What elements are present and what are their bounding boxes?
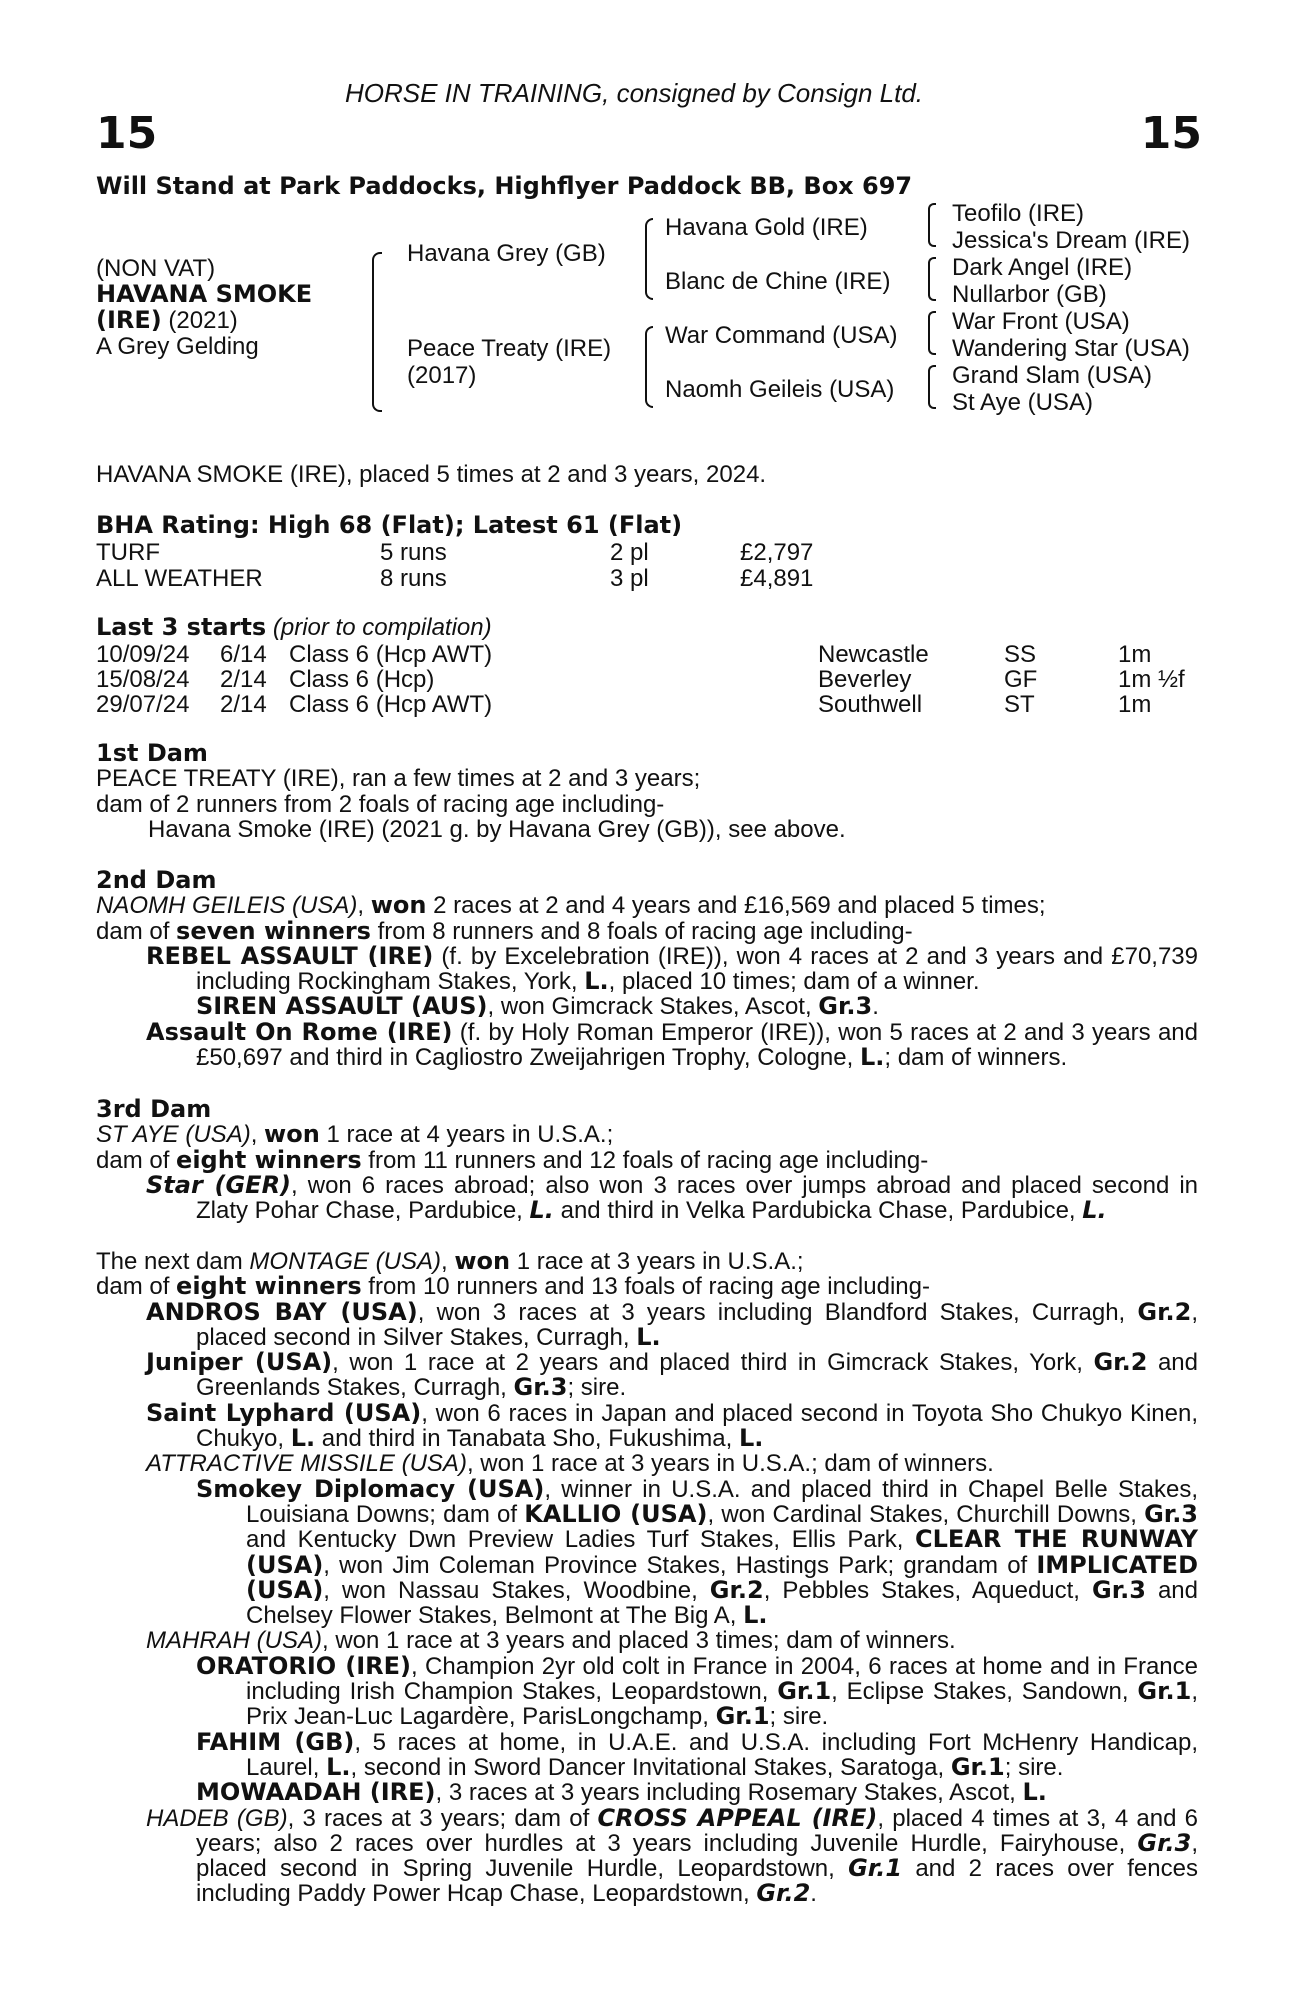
listed-label: L. xyxy=(584,967,609,996)
pedigree-ddd: St Aye (USA) xyxy=(952,389,1093,416)
produce-text: , Eclipse Stakes, Sandown, xyxy=(831,1678,1138,1706)
start-race: Class 6 (Hcp AWT) xyxy=(289,691,493,718)
produce-entry xyxy=(196,1727,1198,1781)
next-dam-section xyxy=(96,1249,1198,1907)
produce-text: , won Jim Coleman Province Stakes, Hastings Park; grandam of xyxy=(323,1551,1037,1579)
produce-text: and third in Tanabata Sho, Fukushima, xyxy=(315,1425,739,1453)
dam-text: from 11 runners and 12 foals of racing age including- xyxy=(361,1146,929,1174)
produce-text: , won 6 races abroad; also won 3 races over jumps abroad and placed second in Zlaty Pohar Chase, Pardubice, xyxy=(196,1171,1199,1225)
group-label: Gr.3 xyxy=(1137,1828,1192,1857)
produce-text: and Kentucky Dwn Preview Ladies Turf Stakes, Ellis Park, xyxy=(246,1526,916,1554)
catalogue-header: HORSE IN TRAINING, consigned by Consign Ltd. xyxy=(345,78,924,108)
produce-name: KALLIO (USA) xyxy=(524,1499,708,1528)
start-date: 15/08/24 xyxy=(96,666,190,693)
group-label: Gr.3 xyxy=(513,1373,568,1402)
produce-name: ATTRACTIVE MISSILE (USA) xyxy=(146,1450,467,1478)
produce-text: and Chelsey Flower Stakes, Belmont at The Big A, xyxy=(246,1576,1198,1630)
listed-label: L. xyxy=(1022,1778,1047,1807)
produce-text: , winner in U.S.A. and placed third in Chapel Belle Stakes, Louisiana Downs; dam of xyxy=(246,1475,1199,1528)
produce-entry xyxy=(146,941,1198,996)
record-places: 3 pl xyxy=(610,565,649,592)
pedigree-dam: Peace Treaty (IRE) xyxy=(407,335,612,362)
second-dam-section xyxy=(96,868,1198,1070)
listed-label: L. xyxy=(636,1322,661,1351)
start-distance: 1m xyxy=(1118,691,1152,718)
last-starts-title: Last 3 starts xyxy=(96,613,267,641)
produce-text: , won 1 race at 3 years in U.S.A.; dam of winners. xyxy=(466,1450,994,1478)
pedigree-sss: Teofilo (IRE) xyxy=(952,200,1085,227)
produce-name: ANDROS BAY (USA) xyxy=(146,1297,418,1326)
start-date: 29/07/24 xyxy=(96,691,190,718)
produce-entry xyxy=(146,1170,1199,1225)
produce-entry xyxy=(146,1297,1199,1351)
produce-text: , 3 races at 3 years; dam of xyxy=(287,1804,598,1832)
produce-text: and Greenlands Stakes, Curragh, xyxy=(196,1349,1198,1402)
record-runs: 8 runs xyxy=(380,565,447,592)
brace-dam-line xyxy=(645,326,653,408)
start-course: Southwell xyxy=(818,691,923,718)
produce-entry xyxy=(146,1398,1199,1453)
third-dam-line xyxy=(96,1145,1198,1174)
produce-entry xyxy=(146,1628,1198,1653)
first-dam-section xyxy=(96,741,1198,842)
produce-text: . xyxy=(872,993,879,1021)
produce-text: , Pebbles Stakes, Aqueduct, xyxy=(763,1576,1092,1604)
horse-description: A Grey Gelding xyxy=(96,333,259,360)
produce-entry xyxy=(196,1474,1199,1630)
dam-name: NAOMH GEILEIS (USA) xyxy=(96,892,358,920)
group-label: Gr.3 xyxy=(1144,1499,1199,1528)
brace-g3-2 xyxy=(928,257,936,301)
lot-number-right: 15 xyxy=(1140,108,1202,159)
produce-text: ; dam of winners. xyxy=(884,1044,1068,1072)
dam-text: dam of xyxy=(96,917,177,945)
group-label: Gr.3 xyxy=(818,992,873,1021)
dam-text: dam of xyxy=(96,1146,177,1174)
listed-label: L. xyxy=(743,1601,768,1630)
produce-name: ORATORIO (IRE) xyxy=(196,1651,411,1680)
vat-status: (NON VAT) xyxy=(96,255,216,282)
pedigree-dss: War Front (USA) xyxy=(952,308,1130,335)
produce-text: . xyxy=(810,1880,817,1908)
produce-text: , placed second in Spring Juvenile Hurdle, Leopardstown, xyxy=(196,1829,1198,1883)
group-label: Gr.2 xyxy=(756,1879,811,1908)
produce-entry xyxy=(196,994,1198,1019)
produce-name: CLEAR THE RUNWAY (USA) xyxy=(246,1525,1198,1579)
second-dam-line xyxy=(96,916,1198,945)
record-surface: ALL WEATHER xyxy=(96,565,263,592)
produce-name: Smokey Diplomacy (USA) xyxy=(196,1474,545,1503)
third-dam-section xyxy=(96,1097,1198,1223)
start-position: 6/14 xyxy=(220,641,267,668)
start-date: 10/09/24 xyxy=(96,641,190,668)
produce-name: IMPLICATED (USA) xyxy=(246,1550,1198,1604)
dam-text: from 10 runners and 13 foals of racing age including- xyxy=(361,1273,930,1301)
second-dam-line: NAOMH GEILEIS (USA), won 2 races at 2 and 4 years and £16,569 and placed 5 times; xyxy=(96,891,1046,920)
winners-count: eight winners xyxy=(176,1272,362,1301)
lot-number-left: 15 xyxy=(96,108,158,159)
bha-rating: BHA Rating: High 68 (Flat); Latest 61 (Flat) xyxy=(96,511,683,539)
start-position: 2/14 xyxy=(220,691,267,718)
produce-name: FAHIM (GB) xyxy=(196,1727,355,1756)
last-starts-note: (prior to compilation) xyxy=(272,614,492,641)
dam-text: 1 race at 4 years in U.S.A.; xyxy=(319,1121,614,1149)
won-label: won xyxy=(264,1120,320,1149)
produce-text: , won 1 race at 2 years and placed third in Gimcrack Stakes, York, xyxy=(332,1349,1094,1377)
group-label: Gr.1 xyxy=(777,1677,832,1706)
horse-country: (IRE) xyxy=(96,306,162,334)
produce-name: MAHRAH (USA) xyxy=(146,1627,323,1655)
listed-label: L. xyxy=(529,1196,554,1225)
race-summary: HAVANA SMOKE (IRE), placed 5 times at 2 and 3 years, 2024. xyxy=(96,461,767,488)
produce-name: Star (GER) xyxy=(146,1170,292,1199)
produce-text: , won Nassau Stakes, Woodbine, xyxy=(323,1576,710,1604)
produce-name: Saint Lyphard (USA) xyxy=(146,1398,422,1427)
produce-text: , won 1 race at 3 years and placed 3 times; dam of winners. xyxy=(322,1627,956,1655)
first-dam-line: PEACE TREATY (IRE), ran a few times at 2 and 3 years; xyxy=(96,765,701,793)
produce-text: ; sire. xyxy=(567,1374,627,1402)
produce-name: HADEB (GB) xyxy=(146,1804,288,1832)
third-dam-line: ST AYE (USA), won 1 race at 4 years in U.S.A.; xyxy=(96,1120,614,1149)
dam-text: dam of xyxy=(96,1273,177,1301)
pedigree-ssd: Jessica's Dream (IRE) xyxy=(952,227,1190,254)
produce-entry xyxy=(146,1017,1198,1072)
record-row-all-weather xyxy=(0,565,1315,591)
winners-count: seven winners xyxy=(176,916,371,945)
produce-text: , placed 10 times; dam of a winner. xyxy=(608,968,980,996)
produce-text: (f. by Excelebration (IRE)), won 4 races at 2 and 3 years and £70,739 including Rockingham Stakes, York, xyxy=(196,942,1198,996)
start-position: 2/14 xyxy=(220,666,267,693)
start-row xyxy=(0,691,1315,717)
produce-text: , placed 4 times at 3, 4 and 6 years; also 2 races over hurdles at 3 years including Juvenile Hurdle, Fairyhouse, xyxy=(196,1804,1199,1857)
pedigree-sds: Dark Angel (IRE) xyxy=(952,254,1133,281)
record-earnings: £4,891 xyxy=(740,565,814,592)
start-distance: 1m ½f xyxy=(1118,666,1185,693)
listed-label: L. xyxy=(290,1424,316,1453)
start-race: Class 6 (Hcp) xyxy=(289,666,435,693)
won-label: won xyxy=(454,1247,511,1275)
pedigree-dam-year: (2017) xyxy=(407,362,477,389)
produce-entry xyxy=(196,1780,1198,1805)
pedigree-sire-sire: Havana Gold (IRE) xyxy=(665,214,868,241)
next-dam-line xyxy=(96,1274,1198,1299)
listed-label: L. xyxy=(1082,1196,1107,1225)
start-distance: 1m xyxy=(1118,641,1152,668)
listed-label: L. xyxy=(859,1043,885,1072)
dam-name: MONTAGE (USA) xyxy=(249,1248,441,1275)
produce-text: , won Cardinal Stakes, Churchill Downs, xyxy=(707,1500,1145,1528)
start-race: Class 6 (Hcp AWT) xyxy=(289,641,493,668)
produce-text: , placed second in Silver Stakes, Curragh, xyxy=(196,1298,1199,1351)
brace-g3-1 xyxy=(928,203,936,247)
start-row xyxy=(0,666,1315,692)
produce-entry xyxy=(146,1803,1199,1908)
brace-gen1 xyxy=(372,252,382,412)
pedigree-dam-sire: War Command (USA) xyxy=(665,322,898,349)
dam-name: ST AYE (USA) xyxy=(96,1121,251,1149)
start-going: SS xyxy=(1004,641,1037,668)
produce-entry xyxy=(146,1451,1198,1476)
group-label: Gr.2 xyxy=(1137,1297,1192,1326)
last-starts-heading xyxy=(96,615,492,641)
third-dam-heading: 3rd Dam xyxy=(96,1095,212,1123)
first-dam-line: dam of 2 runners from 2 foals of racing age including- xyxy=(96,790,665,818)
brace-g3-3 xyxy=(928,311,936,355)
group-label: Gr.1 xyxy=(848,1854,903,1883)
record-surface: TURF xyxy=(96,539,160,566)
brace-sire-line xyxy=(645,218,653,300)
produce-entry xyxy=(196,1651,1198,1731)
dam-text: 2 races at 2 and 4 years and £16,569 and placed 5 times; xyxy=(426,892,1046,920)
group-label: Gr.1 xyxy=(950,1752,1005,1781)
produce-text: and third in Velka Pardubicka Chase, Pardubice, xyxy=(553,1197,1083,1225)
produce-text: , second in Sword Dancer Invitational Stakes, Saratoga, xyxy=(350,1753,951,1781)
pedigree-sire-dam: Blanc de Chine (IRE) xyxy=(665,268,891,295)
produce-text: ; sire. xyxy=(769,1703,829,1731)
produce-name: REBEL ASSAULT (IRE) xyxy=(146,941,434,970)
dam-text: from 8 runners and 8 foals of racing age including- xyxy=(370,917,913,945)
group-label: Gr.1 xyxy=(715,1702,770,1731)
group-label: Gr.1 xyxy=(1137,1677,1192,1706)
horse-name: HAVANA SMOKE xyxy=(96,280,313,308)
group-label: Gr.2 xyxy=(709,1575,764,1604)
produce-name: MOWAADAH (IRE) xyxy=(196,1778,436,1807)
produce-entry xyxy=(146,1350,1198,1401)
produce-text: , won 3 races at 3 years including Blandford Stakes, Curragh, xyxy=(417,1298,1138,1326)
produce-name: SIREN ASSAULT (AUS) xyxy=(196,992,488,1021)
produce-text: , 5 races at home, in U.A.E. and U.S.A. including Fort McHenry Handicap, Laurel, xyxy=(246,1728,1198,1781)
listed-label: L. xyxy=(326,1752,351,1781)
brace-g3-4 xyxy=(928,365,936,409)
winners-count: eight winners xyxy=(176,1145,362,1174)
produce-text: , won 6 races in Japan and placed second in Toyota Sho Chukyo Kinen, Chukyo, xyxy=(196,1399,1199,1453)
group-label: Gr.3 xyxy=(1092,1575,1146,1604)
produce-text: ; sire. xyxy=(1004,1753,1064,1781)
first-dam-produce: Havana Smoke (IRE) (2021 g. by Havana Grey (GB)), see above. xyxy=(148,815,846,843)
dam-text: 1 race at 3 years in U.S.A.; xyxy=(510,1248,804,1275)
produce-text: , Prix Jean-Luc Lagardère, ParisLongchamp, xyxy=(246,1678,1198,1731)
record-runs: 5 runs xyxy=(380,539,447,566)
start-going: GF xyxy=(1004,666,1038,693)
record-places: 2 pl xyxy=(610,539,649,566)
won-label: won xyxy=(370,891,427,920)
produce-text: , 3 races at 3 years including Rosemary Stakes, Ascot, xyxy=(435,1779,1023,1807)
record-row-turf xyxy=(0,539,1315,565)
produce-name: Juniper (USA) xyxy=(146,1348,333,1377)
record-earnings: £2,797 xyxy=(740,539,814,566)
produce-text: and 2 races over fences including Paddy Power Hcap Chase, Leopardstown, xyxy=(196,1855,1198,1908)
start-course: Beverley xyxy=(818,666,912,693)
start-course: Newcastle xyxy=(818,641,929,668)
produce-text: (f. by Holy Roman Emperor (IRE)), won 5 races at 2 and 3 years and £50,697 and third in Cagliostro Zweijahrigen Trophy, Cologne, xyxy=(196,1018,1198,1072)
start-row xyxy=(0,641,1315,667)
pedigree-sdd: Nullarbor (GB) xyxy=(952,281,1107,308)
first-dam-heading: 1st Dam xyxy=(96,739,208,767)
pedigree-dds: Grand Slam (USA) xyxy=(952,362,1153,389)
group-label: Gr.2 xyxy=(1093,1348,1148,1377)
produce-name: CROSS APPEAL (IRE) xyxy=(597,1803,878,1832)
stabling-location: Will Stand at Park Paddocks, Highflyer Paddock BB, Box 697 xyxy=(96,172,913,200)
dam-text: The next dam xyxy=(96,1248,250,1275)
next-dam-line: The next dam MONTAGE (USA), won 1 race at 3 years in U.S.A.; xyxy=(96,1247,804,1275)
listed-label: L. xyxy=(738,1424,764,1453)
start-going: ST xyxy=(1004,691,1035,718)
second-dam-heading: 2nd Dam xyxy=(96,866,217,894)
produce-name: Assault On Rome (IRE) xyxy=(146,1017,453,1046)
horse-origin xyxy=(96,308,238,334)
pedigree-sire: Havana Grey (GB) xyxy=(407,240,606,267)
produce-text: , won Gimcrack Stakes, Ascot, xyxy=(487,993,819,1021)
pedigree-dam-dam: Naomh Geileis (USA) xyxy=(665,376,895,403)
horse-year: (2021) xyxy=(168,307,238,334)
pedigree-dsd: Wandering Star (USA) xyxy=(952,335,1190,362)
produce-text: , Champion 2yr old colt in France in 2004, 6 races at home and in France including Irish Champion Stakes, Leopardstown, xyxy=(246,1652,1198,1706)
